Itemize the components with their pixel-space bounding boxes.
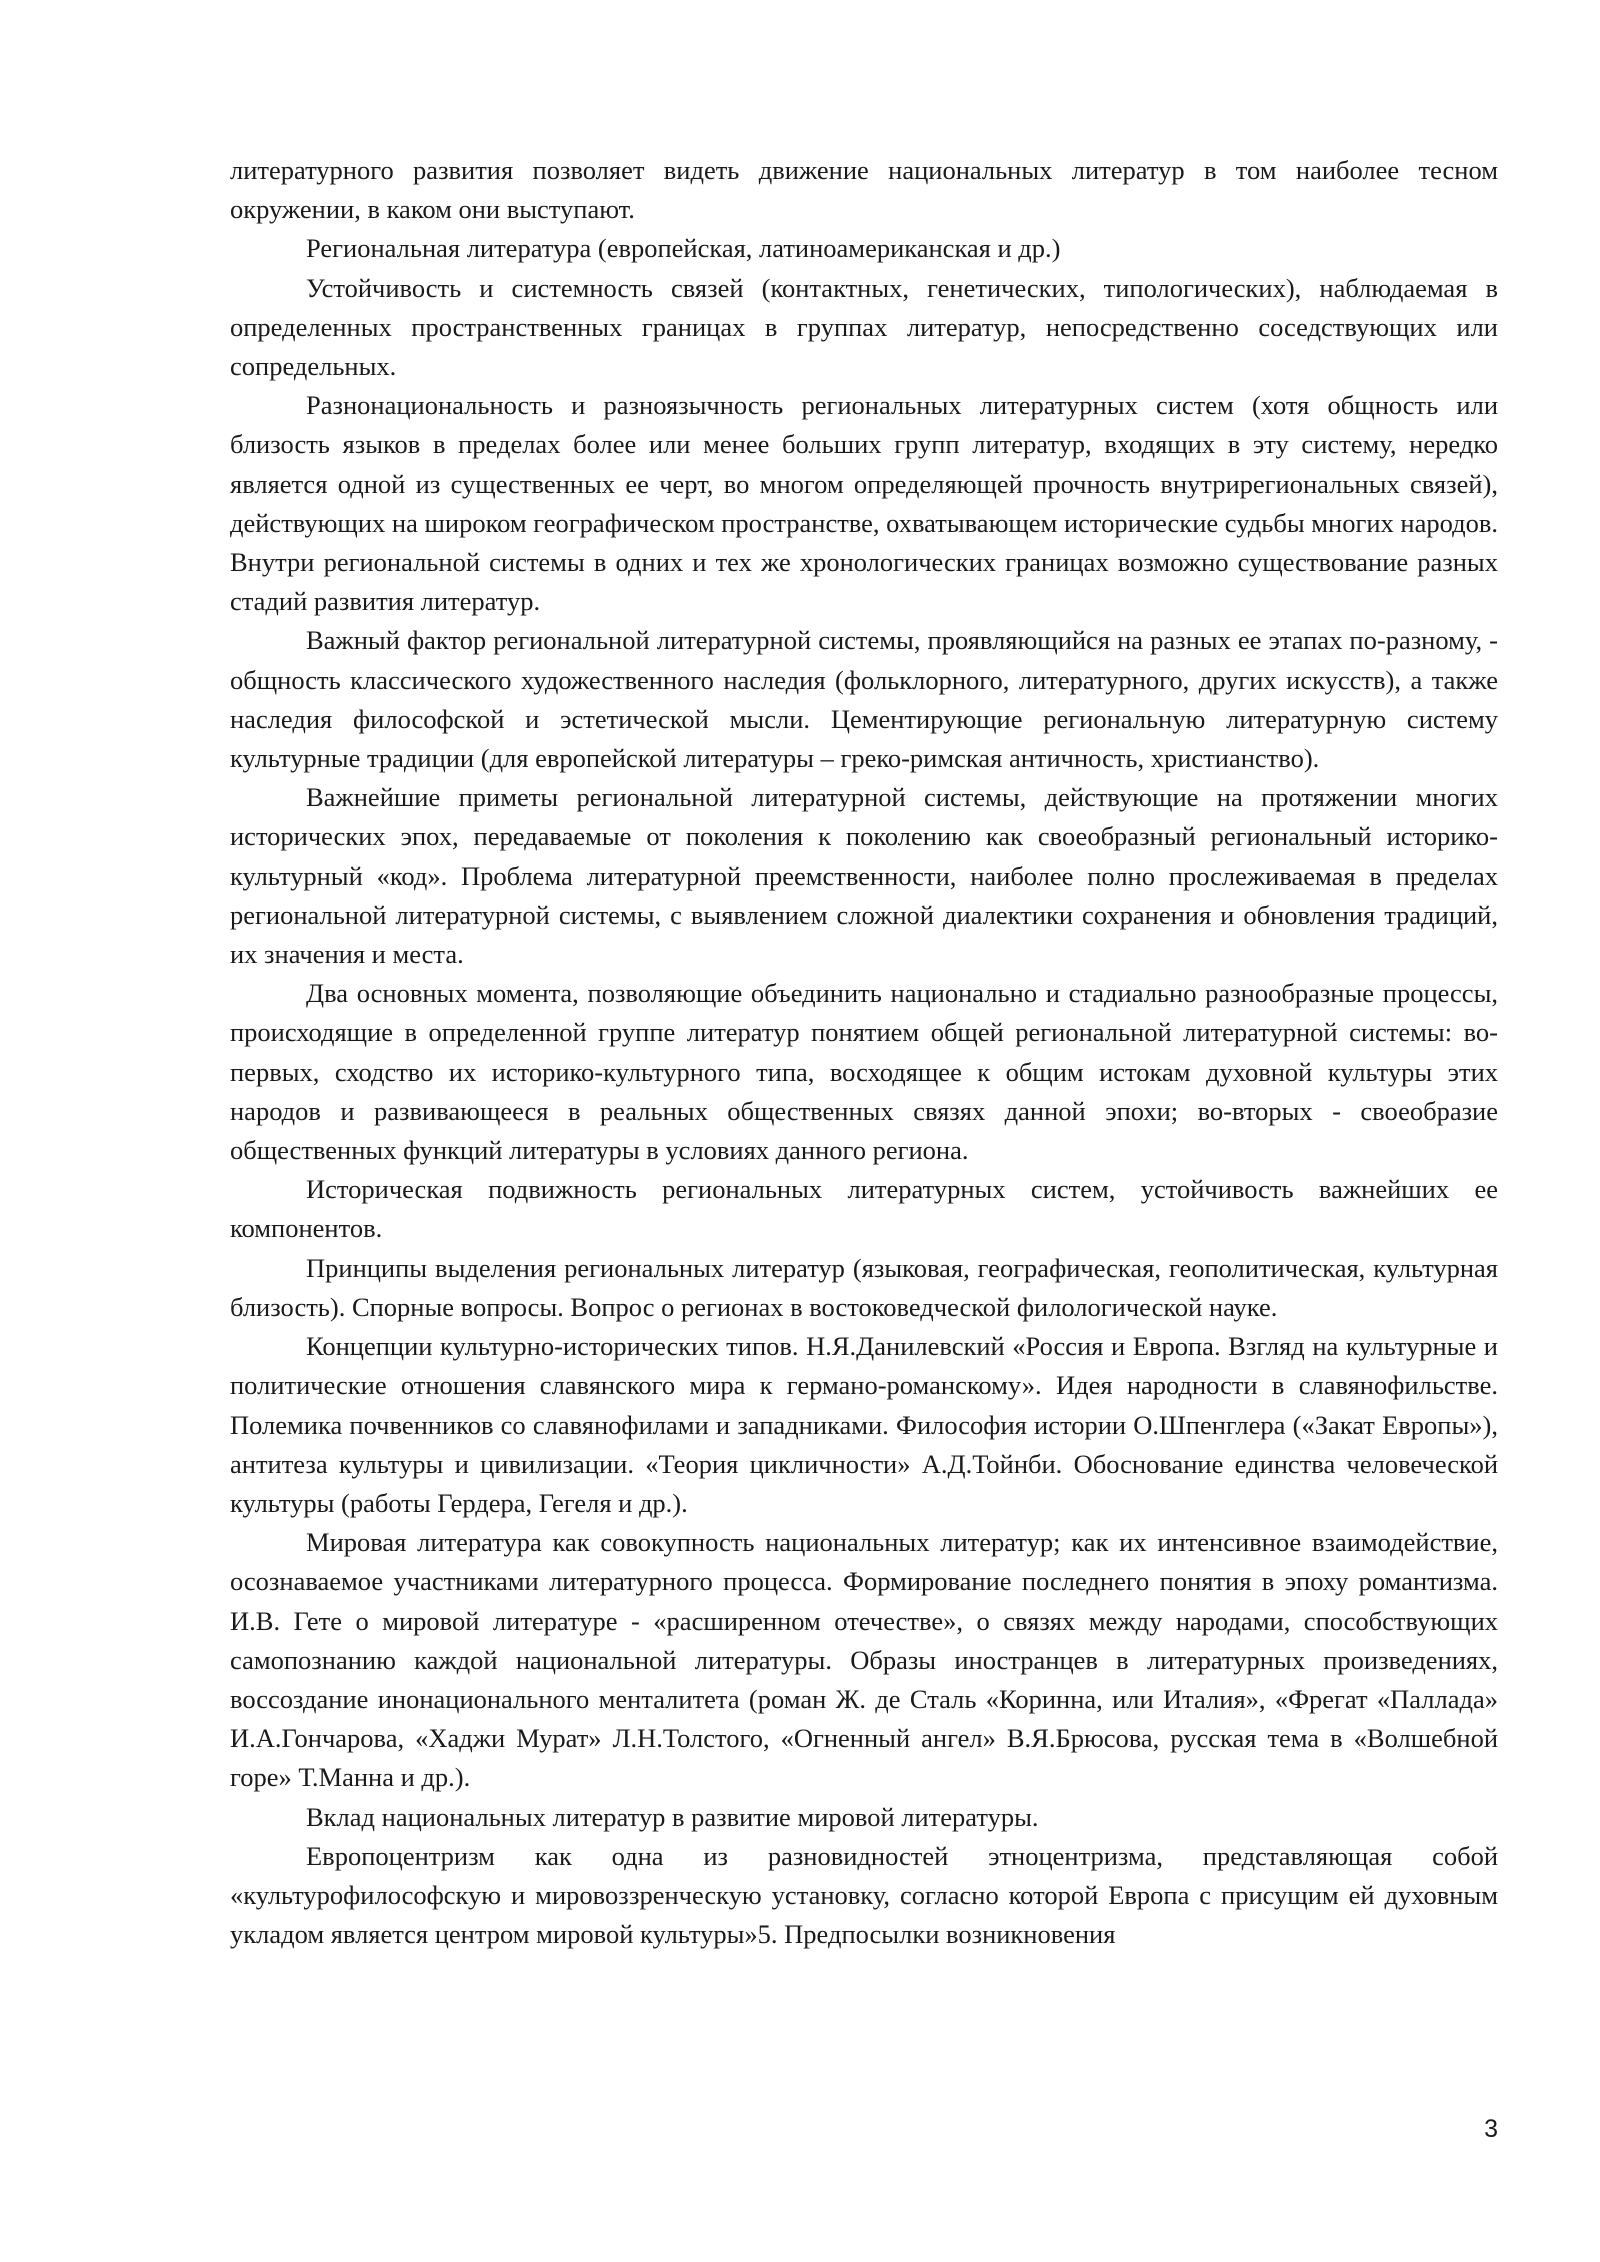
paragraph: Важнейшие приметы региональной литературной системы, действующие на протяжении многих исторических эпох, передаваемые от поколения к поколению как своеобразный региональный историко-культурный «код». Проблема литературной преемственности, наиболее полно прослеживаемая в пределах региональной литературной системы, с выявлением сложной диалектики сохранения и обновления традиций, их значения и места. xyxy=(230,782,1498,970)
paragraph: Два основных момента, позволяющие объединить национально и стадиально разнообразные процессы, происходящие в определенной группе литератур понятием общей региональной литературной системы: во-первых, сходство их историко-культурного типа, восходящее к общим истокам духовной культуры этих народов и развивающееся в реальных общественных связях данной эпохи; во-вторых - своеобразие общественных функций литературы в условиях данного региона. xyxy=(230,978,1498,1166)
paragraph: Региональная литература (европейская, латиноамериканская и др.) xyxy=(306,233,1061,264)
paragraph: Принципы выделения региональных литератур (языковая, географическая, геополитическая, культурная близость). Спорные вопросы. Вопрос о регионах в востоковедческой филологической науке. xyxy=(230,1252,1498,1322)
paragraph: Важный фактор региональной литературной системы, проявляющийся на разных ее этапах по-разному, - общность классического художественного наследия (фольклорного, литературного, других искусств), а также наследия философской и эстетической мысли. Цементирующие региональную литературную систему культурные традиции (для европейской литературы – греко-римская античность, христианство). xyxy=(230,625,1498,774)
paragraph: Разнонациональность и разноязычность региональных литературных систем (хотя общность или близость языков в пределах более или менее больших групп литератур, входящих в эту систему, нередко является одной из существенных ее черт, во многом определяющей прочность внутрирегиональных связей), действующих на широком географическом пространстве, охватывающем исторические судьбы многих народов. Внутри региональной системы в одних и тех же хронологических границах возможно существование разных стадий развития литератур. xyxy=(230,390,1498,617)
paragraph: Концепции культурно-исторических типов. Н.Я.Данилевский «Россия и Европа. Взгляд на культурные и политические отношения славянского мира к германо-романскому». Идея народности в славянофильстве. Полемика почвенников со славянофилами и западниками. Философия истории О.Шпенглера («Закат Европы»), антитеза культуры и цивилизации. «Теория цикличности» А.Д.Тойнби. Обоснование единства человеческой культуры (работы Гердера, Гегеля и др.). xyxy=(230,1331,1498,1518)
page-number: 3 xyxy=(1484,2115,1498,2143)
document-body xyxy=(230,151,1498,1954)
paragraph: Мировая литература как совокупность национальных литератур; как их интенсивное взаимодействие, осознаваемое участниками литературного процесса. Формирование последнего понятия в эпоху романтизма. И.В. Гете о мировой литературе - «расширенном отечестве», о связях между народами, способствующих самопознанию каждой национальной литературы. Образы иностранцев в литературных произведениях, воссоздание инонационального менталитета (роман Ж. де Сталь «Коринна, или Италия», «Фрегат «Паллада» И.А.Гончарова, «Хаджи Мурат» Л.Н.Толстого, «Огненный ангел» В.Я.Брюсова, русская тема в «Волшебной горе» Т.Манна и др.). xyxy=(230,1527,1498,1793)
paragraph: Устойчивость и системность связей (контактных, генетических, типологических), наблюдаемая в определенных пространственных границах в группах литератур, непосредственно соседствующих или сопредельных. xyxy=(230,272,1498,382)
paragraph: Европоцентризм как одна из разновидностей этноцентризма, представляющая собой «культурофилософскую и мировоззренческую установку, согласно которой Европа с присущим ей духовным укладом является центром мировой культуры»5. Предпосылки возникновения xyxy=(230,1840,1498,1950)
paragraph: Историческая подвижность региональных литературных систем, устойчивость важнейших ее компонентов. xyxy=(230,1174,1498,1244)
paragraph: Вклад национальных литератур в развитие мировой литературы. xyxy=(306,1801,1039,1832)
paragraph-continuation: литературного развития позволяет видеть движение национальных литератур в том наиболее тесном окружении, в каком они выступают. xyxy=(230,155,1498,225)
